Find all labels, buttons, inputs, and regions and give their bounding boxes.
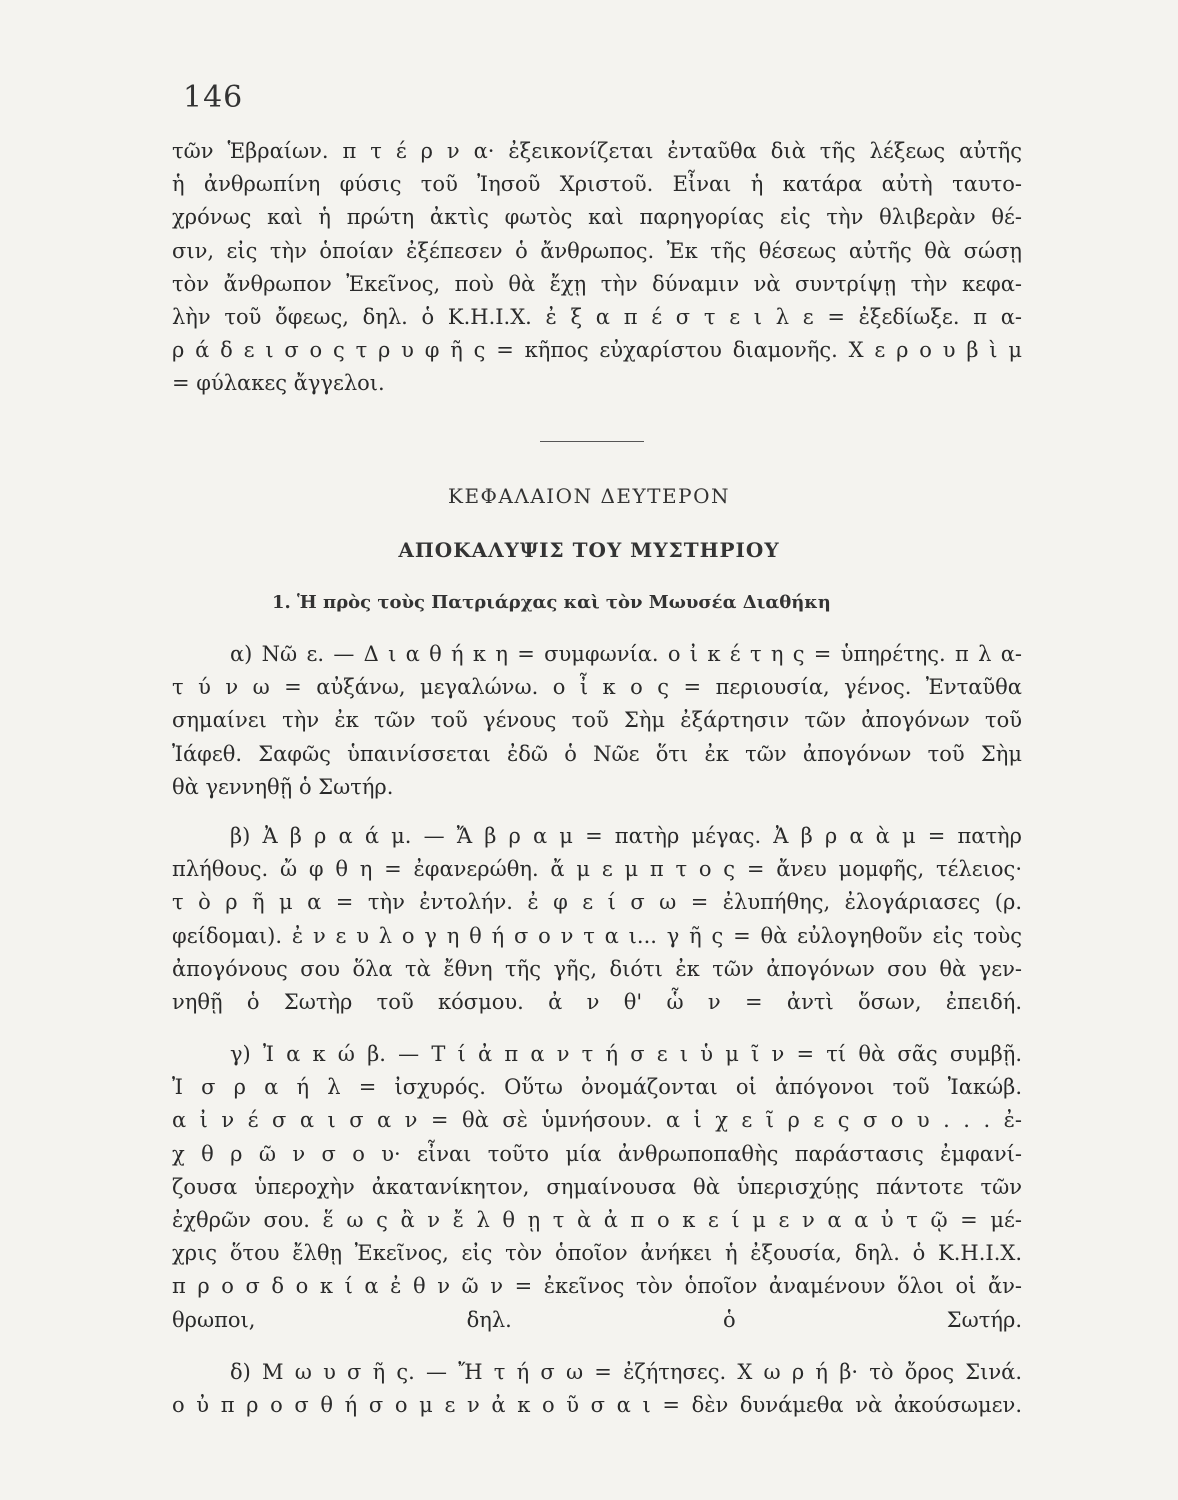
text-line: σιν, εἰς τὴν ὁποίαν ἐξέπεσεν ὁ ἄνθρωπος. Ἐκ τῆς θέσεως αὐτῆς θὰ σώσῃ	[172, 238, 1022, 263]
page-number: 146	[183, 80, 244, 115]
text-line: δ) Μ ω υ σ ῆ ς. — Ἤ τ ή σ ω = ἐζήτησες. Χ ω ρ ή β· τὸ ὄρος Σινά.	[230, 1360, 1022, 1384]
text-line: ἡ ἀνθρωπίνη φύσις τοῦ Ἰησοῦ Χριστοῦ. Εἶναι ἡ κατάρα αὐτὴ ταυτο-	[172, 172, 1022, 197]
text-line: τ ὸ ρ ῆ μ α = τὴν ἐντολήν. ἐ φ ε ί σ ω = ἐλυπήθης, ἐλογάριασες (ρ.	[172, 890, 1022, 915]
text-line: ζουσα ὑπεροχὴν ἀκατανίκητον, σημαίνουσα θὰ ὑπερισχύῃς πάντοτε τῶν	[172, 1174, 1022, 1199]
section-heading: 1. Ἡ πρὸς τοὺς Πατριάρχας καὶ τὸν Μωυσέα Διαθήκη	[272, 592, 831, 613]
text-line: τ ύ ν ω = αὐξάνω, μεγαλώνω. ο ἶ κ ο ς = περιουσία, γένος. Ἐνταῦθα	[172, 675, 1022, 700]
text-line: θρωποι, δηλ. ὁ Σωτήρ.	[172, 1307, 1022, 1332]
text-line: Ἰ σ ρ α ή λ = ἰσχυρός. Οὕτω ὀνομάζονται οἱ ἀπόγονοι τοῦ Ἰακώβ.	[172, 1075, 1022, 1100]
text-line: πλήθους. ὤ φ θ η = ἐφανερώθη. ἄ μ ε μ π τ ο ς = ἄνευ μομφῆς, τέλειος·	[172, 857, 1022, 882]
text-line: ρ ά δ ε ι σ ο ς τ ρ υ φ ῆ ς = κῆπος εὐχαρίστου διαμονῆς. Χ ε ρ ο υ β ὶ μ	[172, 338, 1022, 363]
section-b-paragraph	[172, 820, 1022, 1019]
text-line: χ θ ρ ῶ ν σ ο υ· εἶναι τοῦτο μία ἀνθρωποπαθὴς παράστασις ἐμφανί-	[172, 1141, 1022, 1166]
section-c-paragraph	[172, 1038, 1022, 1337]
text-line: φείδομαι). ἐ ν ε υ λ ο γ η θ ή σ ο ν τ α ι... γ ῆ ς = θὰ εὐλογηθοῦν εἰς τοὺς	[172, 923, 1022, 948]
text-line: α) Νῶ ε. — Δ ι α θ ή κ η = συμφωνία. ο ἰ κ έ τ η ς = ὑπηρέτης. π λ α-	[230, 642, 1022, 666]
text-line: θὰ γεννηθῇ ὁ Σωτήρ.	[172, 774, 394, 799]
text-line: νηθῇ ὁ Σωτὴρ τοῦ κόσμου. ἀ ν θ' ὧ ν = ἀντὶ ὅσων, ἐπειδή.	[172, 989, 1022, 1014]
text-line: ἀπογόνους σου ὅλα τὰ ἔθνη τῆς γῆς, διότι ἐκ τῶν ἀπογόνων σου θὰ γεν-	[172, 956, 1022, 981]
text-line: χρις ὅτου ἔλθῃ Ἐκεῖνος, εἰς τὸν ὁποῖον ἀνήκει ἡ ἐξουσία, δηλ. ὁ Κ.Η.Ι.Χ.	[172, 1241, 1022, 1266]
text-line: π ρ ο σ δ ο κ ί α ἐ θ ν ῶ ν = ἐκεῖνος τὸν ὁποῖον ἀναμένουν ὅλοι οἱ ἄν-	[172, 1274, 1022, 1299]
intro-paragraph	[172, 135, 1022, 401]
chapter-subtitle: ΑΠΟΚΑΛΥΨΙΣ ΤΟΥ ΜΥΣΤΗΡΙΟΥ	[398, 538, 780, 562]
chapter-title: ΚΕΦΑΛΑΙΟΝ ΔΕΥΤΕΡΟΝ	[448, 484, 730, 508]
text-line: Ἰάφεθ. Σαφῶς ὑπαινίσσεται ἐδῶ ὁ Νῶε ὅτι ἐκ τῶν ἀπογόνων τοῦ Σὴμ	[172, 741, 1022, 766]
text-line: λὴν τοῦ ὄφεως, δηλ. ὁ Κ.Η.Ι.Χ. ἐ ξ α π έ σ τ ε ι λ ε = ἐξεδίωξε. π α-	[172, 304, 1022, 329]
text-line: ο ὐ π ρ ο σ θ ή σ ο μ ε ν ἀ κ ο ῦ σ α ι = δὲν δυνάμεθα νὰ ἀκούσωμεν.	[172, 1393, 1022, 1418]
section-d-paragraph	[172, 1356, 1022, 1422]
section-a-paragraph	[172, 638, 1022, 804]
text-line: α ἰ ν έ σ α ι σ α ν = θὰ σὲ ὑμνήσουν. α ἱ χ ε ῖ ρ ε ς σ ο υ . . . ἐ-	[172, 1108, 1022, 1133]
text-line: γ) Ἰ α κ ώ β. — Τ ί ἀ π α ν τ ή σ ε ι ὑ μ ῖ ν = τί θὰ σᾶς συμβῇ.	[230, 1042, 1022, 1066]
text-line: χρόνως καὶ ἡ πρώτη ἀκτὶς φωτὸς καὶ παρηγορίας εἰς τὴν θλιβερὰν θέ-	[172, 205, 1022, 230]
text-line: τὸν ἄνθρωπον Ἐκεῖνος, ποὺ θὰ ἔχῃ τὴν δύναμιν νὰ συντρίψῃ τὴν κεφα-	[172, 271, 1022, 296]
text-line: τῶν Ἑβραίων. π τ έ ρ ν α· ἐξεικονίζεται ἐνταῦθα διὰ τῆς λέξεως αὐτῆς	[172, 139, 1022, 163]
text-line: σημαίνει τὴν ἐκ τῶν τοῦ γένους τοῦ Σὴμ ἐξάρτησιν τῶν ἀπογόνων τοῦ	[172, 708, 1022, 733]
text-line: ἐχθρῶν σου. ἕ ω ς ἂ ν ἔ λ θ ῃ τ ὰ ἀ π ο κ ε ί μ ε ν α α ὐ τ ῷ = μέ-	[172, 1207, 1022, 1232]
section-divider	[540, 441, 644, 442]
text-line: β) Ἀ β ρ α ά μ. — Ἄ β ρ α μ = πατὴρ μέγας. Ἀ β ρ α ὰ μ = πατὴρ	[230, 824, 1022, 848]
text-line: = φύλακες ἄγγελοι.	[172, 371, 385, 396]
